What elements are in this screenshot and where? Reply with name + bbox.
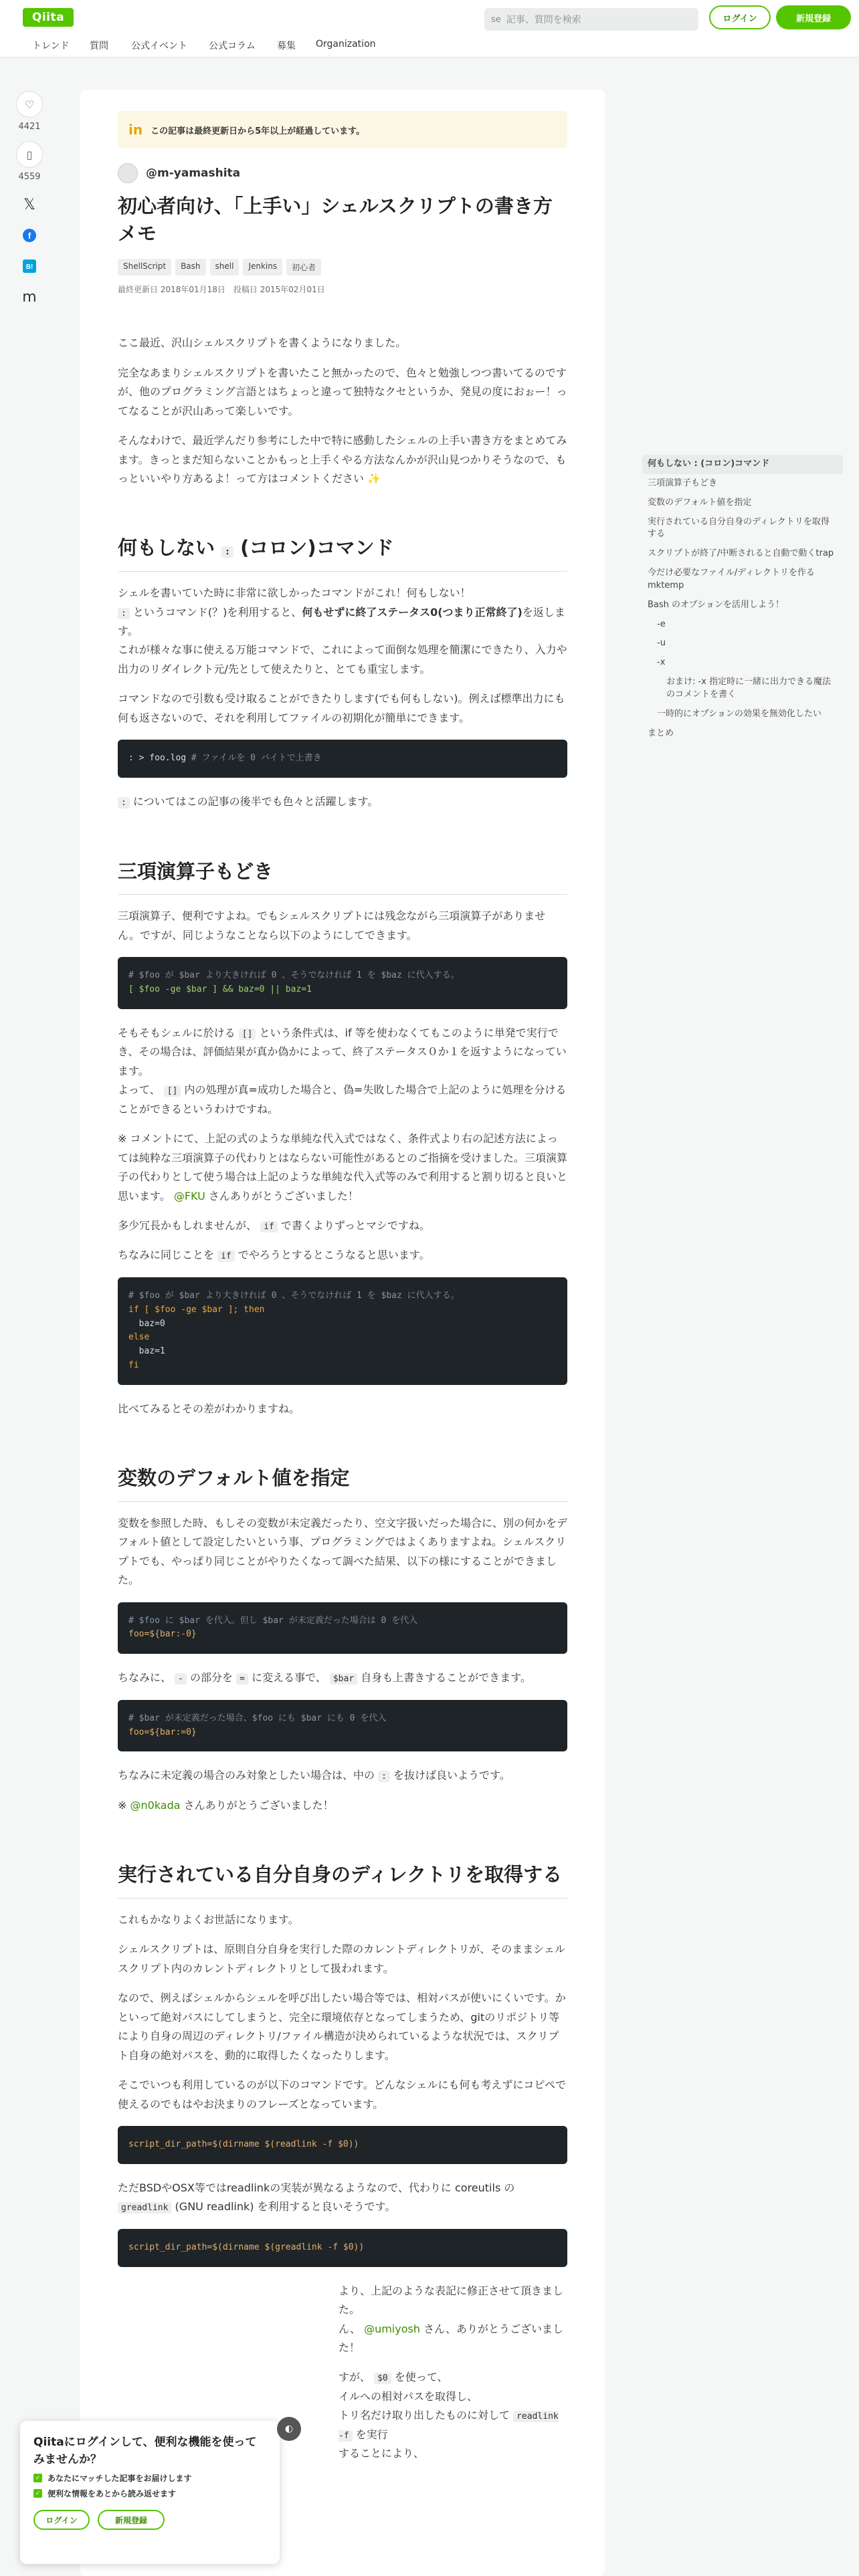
section-heading: 実行されている自分自身のディレクトリを取得する	[118, 1858, 567, 1899]
nav-recruit[interactable]: 募集	[277, 41, 296, 51]
paragraph	[118, 2282, 567, 2358]
text: ん、	[339, 2322, 361, 2335]
code-line: script_dir_path=$(dirname $(readlink -f $0))	[128, 2139, 359, 2150]
text: についてはこの記事の後半でも色々と活躍します。	[132, 795, 379, 809]
table-of-contents	[642, 455, 843, 744]
text: 多少冗長かもしれませんが、	[118, 1218, 258, 1232]
text: の部分を	[190, 1671, 233, 1685]
text: イルへの相対パスを取得し、	[339, 2389, 478, 2403]
inline-code: greadlink	[118, 2202, 171, 2214]
text: することにより、	[339, 2447, 425, 2460]
text: ちなみに、	[118, 1671, 172, 1685]
mascot-icon: ◐	[277, 2417, 301, 2441]
share-mastodon-icon[interactable]: m	[22, 288, 37, 306]
popup-login-button[interactable]: ログイン	[33, 2510, 90, 2530]
paragraph: コマンドなので引数も受け取ることができたりします(でも何もしない)。例えば標準出力にも何も返さないので、それを利用してファイルの初期化が簡単にできます。	[118, 692, 565, 724]
paragraph: シェルスクリプトは、原則自分自身を実行した際のカレントディレクトリが、そのままシェルスクリプト内のカレントディレクトリとして扱われます。	[118, 1943, 565, 1975]
code-comment: # $foo が $bar より大きければ 0 、そうでなければ 1 を $baz に代入する。	[128, 1290, 460, 1301]
paragraph	[118, 1024, 567, 1119]
toc-item[interactable]: 今だけ必要なファイル/ディレクトリを作るmktemp	[648, 568, 815, 591]
paragraph: そこでいつも利用しているのが以下のコマンドです。どんなシェルにも何も考えずにコピペで使えるのでもはやお決まりのフレーズとなっています。	[118, 2078, 567, 2111]
toc-item[interactable]: おまけ: -x 指定時に一緒に出力できる魔法のコメントを書く	[666, 677, 832, 700]
nav-events[interactable]: 公式イベント	[131, 41, 187, 51]
inline-code: -	[175, 1673, 187, 1685]
code-block[interactable]	[118, 2126, 567, 2164]
search-icon: se	[491, 14, 501, 25]
section-heading	[118, 531, 567, 572]
code-comment: # $bar が未定義だった場合、$foo にも $bar にも 0 を代入	[128, 1713, 387, 1723]
code-line: script_dir_path=$(dirname $(greadlink -f $0))	[128, 2242, 365, 2252]
inline-code: []	[239, 1029, 256, 1040]
avatar[interactable]	[118, 163, 138, 183]
text: ただBSDやOSX等ではreadlinkの実装が異なるようなので、代わりに coreutils の	[118, 2181, 515, 2194]
tag[interactable]: shell	[210, 259, 240, 276]
inline-code: if	[260, 1221, 278, 1232]
heart-icon: ♡	[24, 98, 35, 111]
popup-buttons	[33, 2510, 266, 2530]
code-block[interactable]	[118, 1602, 567, 1654]
notice-text: この記事は最終更新日から5年以上が経過しています。	[151, 126, 365, 136]
code-comment: # $foo に $bar を代入。但し $bar が未定義だった場合は 0 を代入	[128, 1615, 418, 1626]
text: を使って、	[394, 2371, 448, 2384]
paragraph: なので、例えばシェルからシェルを呼び出したい場合等では、相対パスが使いにくいです。かといって絶対パスにしてしまうと、完全に環境依存となってしまうため、gitのリポジトリ等により自身の周辺のディレクトリ/ファイル構造が決められているような状況では、スクリプト自身の絶対パスを、動的に取得したくなったりします。	[118, 1992, 566, 2062]
tag[interactable]: Bash	[175, 259, 205, 276]
user-link[interactable]: @umiyosh	[364, 2322, 420, 2335]
toc-item[interactable]: まとめ	[648, 728, 674, 738]
popup-heading: Qiitaにログインして、便利な機能を使ってみませんか？	[33, 2436, 257, 2466]
text: 内の処理が真=成功した場合と、偽=失敗した場合で上記のように処理を分けることができるというわけですね。	[118, 1083, 567, 1115]
toc-item[interactable]: 何もしない : (コロン)コマンド	[642, 455, 843, 474]
toc-item[interactable]: -e	[657, 619, 666, 629]
article-title: 初心者向け、「上手い」シェルスクリプトの書き方メモ	[118, 195, 553, 245]
like-count: 4421	[18, 122, 41, 132]
tag[interactable]: 初心者	[286, 259, 321, 276]
nav-organization[interactable]: Organization	[316, 39, 376, 49]
code-block[interactable]	[118, 1700, 567, 1752]
text: さんありがとうございました！	[208, 1189, 359, 1202]
code-line: if [ $foo -ge $bar ]; then	[128, 1304, 265, 1315]
text: というコマンド(？)を利用すると、	[132, 605, 302, 619]
article-body	[118, 334, 567, 2464]
heading-text: (コロン)コマンド	[240, 536, 394, 560]
text: ちなみに未定義の場合のみ対象としたい場合は、中の	[118, 1769, 375, 1782]
paragraph	[118, 1669, 567, 1687]
text: ※	[118, 1798, 127, 1812]
text: そもそもシェルに於ける	[118, 1026, 235, 1039]
check-icon: ✓	[33, 2489, 42, 2498]
article-dates: 最終更新日 2018年01月18日 投稿日 2015年02月01日	[118, 285, 325, 295]
text: より、上記のような表記に修正させて頂きました。	[339, 2284, 564, 2317]
text: 自身も上書きすることができます。	[361, 1671, 531, 1685]
share-hatena-icon[interactable]	[13, 253, 45, 280]
paragraph	[118, 2179, 567, 2217]
inline-code: $bar	[330, 1673, 357, 1685]
stock-icon: ▯	[26, 148, 33, 161]
sub-navigation	[0, 35, 859, 58]
paragraph	[118, 1246, 567, 1265]
heading-text: 何もしない	[118, 536, 215, 560]
login-prompt-popup	[20, 2421, 294, 2564]
toc-item[interactable]: 三項演算子もどき	[648, 477, 718, 488]
user-link[interactable]: @FKU	[173, 1189, 205, 1202]
code-line: baz=0	[128, 1318, 165, 1329]
login-button[interactable]: ログイン	[709, 5, 771, 29]
popup-signup-button[interactable]: 新規登録	[98, 2510, 165, 2530]
share-facebook-icon[interactable]	[13, 222, 45, 249]
popup-feature	[33, 2488, 266, 2499]
text: でやろうとするとこうなると思います。	[237, 1249, 430, 1262]
info-icon: in	[128, 122, 143, 138]
code-block[interactable]	[118, 1277, 567, 1385]
intro-paragraph: 完全なあまりシェルスクリプトを書いたこと無かったので、色々と勉強しつつ書いてるのですが、他のプログラミング言語とはちょっと違って独特なクセというか、発見の度におぉー！ってなることが沢山あって楽しいです。	[118, 366, 567, 417]
code-block[interactable]	[118, 957, 567, 1009]
text: ちなみに同じことを	[118, 1249, 215, 1262]
paragraph	[118, 1130, 567, 1206]
nav-trend[interactable]: トレンド	[32, 41, 70, 51]
like-button[interactable]	[16, 91, 43, 118]
stock-button[interactable]	[16, 141, 43, 168]
paragraph	[118, 1216, 567, 1235]
toc-item[interactable]: 変数のデフォルト値を指定	[648, 497, 752, 508]
inline-code: :	[118, 797, 130, 809]
search-placeholder: 記事、質問を検索	[506, 15, 581, 25]
paragraph	[118, 792, 567, 811]
paragraph: これもかなりよくお世話になります。	[118, 1913, 299, 1926]
paragraph	[118, 1766, 567, 1785]
tag-list	[118, 259, 567, 276]
code-line: fi	[128, 1360, 139, 1370]
paragraph	[118, 584, 567, 679]
outdated-notice	[118, 111, 567, 148]
paragraph: 変数を参照した時、もしその変数が未定義だったり、空文字扱いだった場合に、別の何かをデフォルト値として設定したいという事、プログラミングではよくありますよね。シェルスクリプトでも、やっぱり同じことがやりたくなって調べた結果、以下の様にすることができました。	[118, 1516, 568, 1587]
qiita-logo[interactable]: Qiita	[23, 8, 74, 27]
toc-item[interactable]: スクリプトが終了/中断されると自動で動くtrap	[648, 548, 834, 559]
check-icon: ✓	[33, 2474, 42, 2482]
text: という条件式は、if 等を使わなくてもこのように単発で実行でき、その場合は、評価結果が真か偽かによって、終了ステータス０か１を返すようになっています。	[118, 1026, 567, 1077]
top-header	[0, 0, 859, 35]
text: に変える事で、	[252, 1671, 326, 1685]
code-line: foo=${bar:=0}	[128, 1727, 197, 1737]
text: を実行	[355, 2428, 388, 2441]
code-line: foo=${bar:-0}	[128, 1629, 197, 1640]
text: トリ名だけ取り出したものに対して	[339, 2409, 510, 2422]
toc-item[interactable]: 一時的にオプションの効果を無効化したい	[657, 708, 822, 719]
author-name[interactable]: @m-yamashita	[146, 167, 241, 180]
section-heading: 三項演算子もどき	[118, 855, 567, 895]
user-link[interactable]: @n0kada	[130, 1798, 181, 1812]
text: これが様々な事に使える万能コマンドで、これによって面倒な処理を簡潔にできたり、入力や出力のリダイレクト元/先として使えたりと、とても重宝します。	[118, 643, 567, 675]
svg-text:f: f	[27, 231, 31, 241]
tag[interactable]: Jenkins	[243, 259, 282, 276]
inline-code: :	[118, 608, 130, 619]
svg-text:B!: B!	[25, 263, 33, 271]
text: さんありがとうございました！	[183, 1798, 334, 1812]
inline-code: []	[164, 1085, 181, 1097]
stock-count: 4559	[18, 172, 41, 182]
toc-item[interactable]: Bash のオプションを活用しよう！	[648, 599, 784, 610]
text: (GNU readlink) を利用すると良いそうです。	[175, 2200, 396, 2214]
author-line	[118, 163, 567, 183]
code-comment: # ファイルを 0 バイトで上書き	[191, 753, 322, 764]
toc-item[interactable]: 実行されている自分自身のディレクトリを取得する	[648, 516, 830, 540]
paragraph: 比べてみるとその差がわかりますね。	[118, 1402, 300, 1415]
signup-button[interactable]: 新規登録	[776, 5, 851, 29]
text: すが、	[339, 2371, 371, 2384]
text: で書くよりずっとマシですね。	[280, 1218, 430, 1232]
text: を抜けば良いようです。	[393, 1769, 510, 1782]
bold-text: 何もせずに終了ステータス0(つまり正常終了)	[302, 605, 522, 619]
inline-code: if	[217, 1251, 235, 1262]
inline-code: $0	[374, 2373, 391, 2384]
intro-paragraph: ここ最近、沢山シェルスクリプトを書くようになりました。	[118, 336, 407, 350]
tag[interactable]: ShellScript	[118, 259, 171, 276]
code-block[interactable]	[118, 740, 567, 778]
text: ※ コメントにて、上記の式のような単純な代入式ではなく、条件式より右の記述方法によっては純粋な三項演算子の代わりとはならない可能性があるとのご指摘を受けました。三項演算子の代わりとして使う場合は上記のような単純な代入式等のみで利用すると割り切ると良いと思います。	[118, 1132, 568, 1202]
text: を返します。	[118, 605, 565, 638]
inline-code: readlink -f	[339, 2411, 559, 2441]
nav-column[interactable]: 公式コラム	[209, 41, 256, 51]
toc-item[interactable]: -x	[657, 657, 666, 668]
section-heading: 変数のデフォルト値を指定	[118, 1461, 567, 1502]
share-x-icon[interactable]: 𝕏	[23, 196, 35, 213]
text: さん、ありがとうございました！	[339, 2322, 564, 2355]
paragraph	[118, 1796, 567, 1815]
feature-text: 便利な情報をあとから読み返せます	[47, 2489, 177, 2498]
code-comment: # $foo が $bar より大きければ 0 、そうでなければ 1 を $baz に代入する。	[128, 970, 460, 981]
text: よって、	[118, 1083, 161, 1097]
search-input[interactable]	[484, 8, 698, 31]
article-card	[80, 90, 605, 2576]
code-line: [ $foo -ge $bar ] && baz=0 || baz=1	[128, 984, 312, 994]
code-line: baz=1	[128, 1346, 165, 1357]
popup-feature	[33, 2472, 266, 2484]
code-line: : > foo.log	[128, 753, 187, 764]
code-block[interactable]	[118, 2229, 567, 2267]
toc-item[interactable]: -u	[657, 638, 666, 649]
article-content	[118, 111, 567, 2474]
inline-code: :	[221, 546, 233, 558]
code-line: else	[128, 1332, 150, 1343]
inline-code: :	[378, 1771, 390, 1782]
inline-code: =	[236, 1673, 248, 1685]
action-rail	[13, 91, 45, 314]
paragraph: 三項演算子、便利ですよね。でもシェルスクリプトには残念ながら三項演算子がありません。ですが、同じようなことなら以下のようにしてできます。	[118, 909, 546, 942]
intro-paragraph: そんなわけで、最近学んだり参考にした中で特に感動したシェルの上手い書き方をまとめてみます。きっとまだ知らないことかもっと上手くやる方法なんかが沢山見つかりそうなので、もっといいやり方あるよ！って方はコメントください ✨	[118, 434, 567, 485]
text: シェルを書いていた時に非常に欲しかったコマンドがこれ！何もしない！	[118, 586, 471, 600]
nav-questions[interactable]: 質問	[90, 41, 108, 51]
feature-text: あなたにマッチした記事をお届けします	[47, 2474, 192, 2483]
